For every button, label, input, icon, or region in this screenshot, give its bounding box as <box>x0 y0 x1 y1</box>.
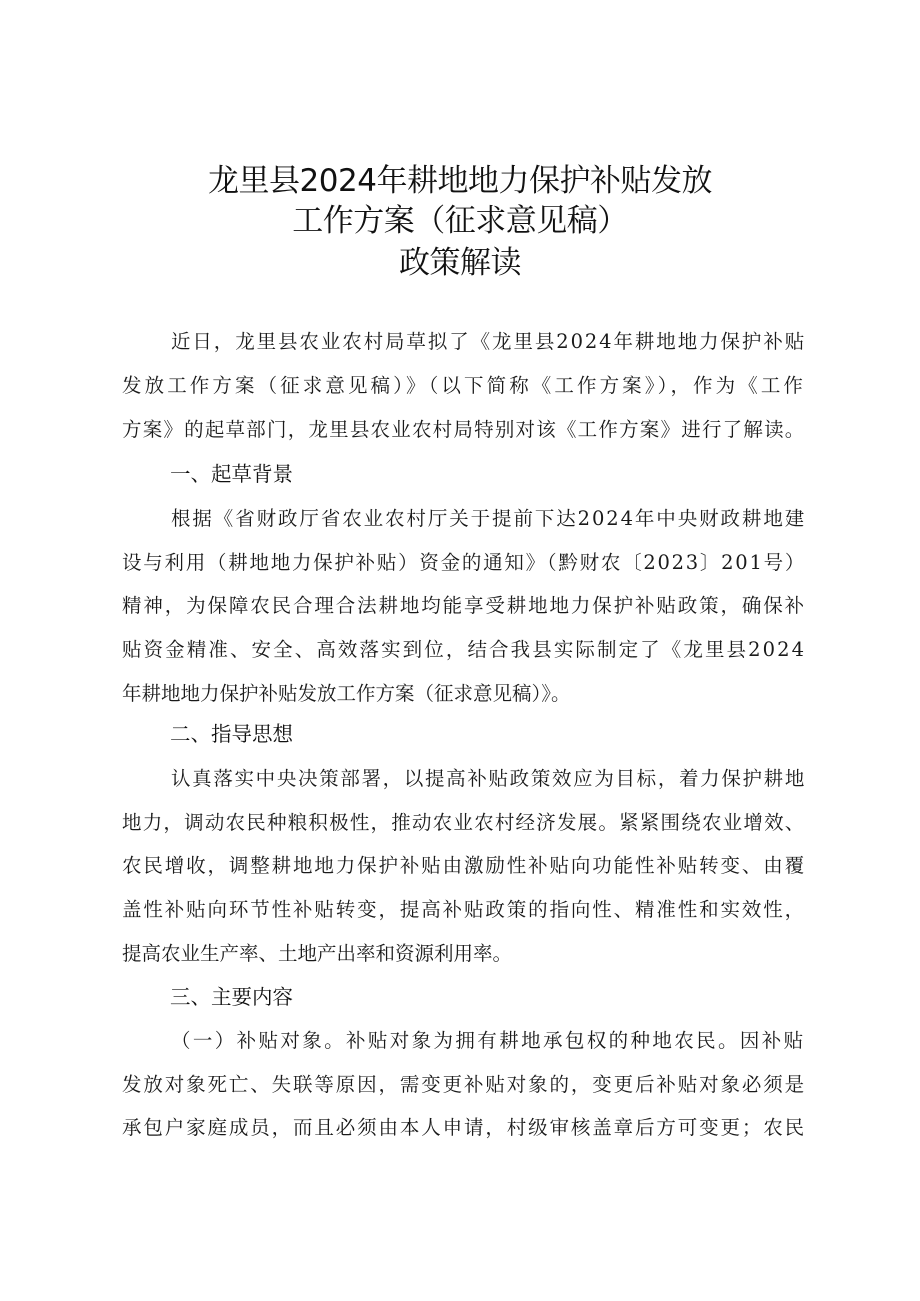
section1-line: 年耕地地力保护补贴发放工作方案（征求意见稿）》。 <box>122 682 571 705</box>
section2-line: 地力，调动农民种粮积极性，推动农业农村经济发展。紧紧围绕农业增效、 <box>122 811 806 834</box>
section-heading-guiding-ideology: 二、指导思想 <box>170 722 293 746</box>
document-title-line-3: 政策解读 <box>399 245 521 281</box>
section1-line: 精神，为保障农民合理合法耕地均能享受耕地地力保护补贴政策，确保补 <box>122 594 807 617</box>
section-heading-background: 一、起草背景 <box>170 462 293 486</box>
section3-line: 承包户家庭成员，而且必须由本人申请，村级审核盖章后方可变更；农民 <box>122 1116 807 1139</box>
section2-line: 提高农业生产率、土地产出率和资源利用率。 <box>122 942 513 965</box>
section1-line: 设与利用（耕地地力保护补贴）资金的通知》（黔财农〔2023〕201号） <box>122 551 807 574</box>
section2-line: 认真落实中央决策部署，以提高补贴政策效应为目标，着力保护耕地 <box>171 767 807 790</box>
section2-line: 盖性补贴向环节性补贴转变，提高补贴政策的指向性、精准性和实效性， <box>122 898 807 921</box>
document-title-line-2: 工作方案（征求意见稿） <box>292 203 628 239</box>
section3-line: 发放对象死亡、失联等原因，需变更补贴对象的，变更后补贴对象必须是 <box>122 1073 807 1096</box>
intro-line: 近日，龙里县农业农村局草拟了《龙里县2024年耕地地力保护补贴 <box>171 330 807 353</box>
section1-line: 贴资金精准、安全、高效落实到位，结合我县实际制定了《龙里县2024 <box>122 638 807 661</box>
document-title-line-1: 龙里县2024年耕地地力保护补贴发放 <box>208 163 712 199</box>
intro-line: 发放工作方案（征求意见稿）》（以下简称《工作方案》），作为《工作 <box>122 374 807 397</box>
section-heading-main-content: 三、主要内容 <box>170 985 293 1009</box>
section3-line: （一）补贴对象。补贴对象为拥有耕地承包权的种地农民。因补贴 <box>171 1029 806 1052</box>
section2-line: 农民增收，调整耕地地力保护补贴由激励性补贴向功能性补贴转变、由覆 <box>122 854 807 877</box>
section1-line: 根据《省财政厅省农业农村厅关于提前下达2024年中央财政耕地建 <box>171 507 807 530</box>
intro-line: 方案》的起草部门，龙里县农业农村局特别对该《工作方案》进行了解读。 <box>122 418 806 441</box>
